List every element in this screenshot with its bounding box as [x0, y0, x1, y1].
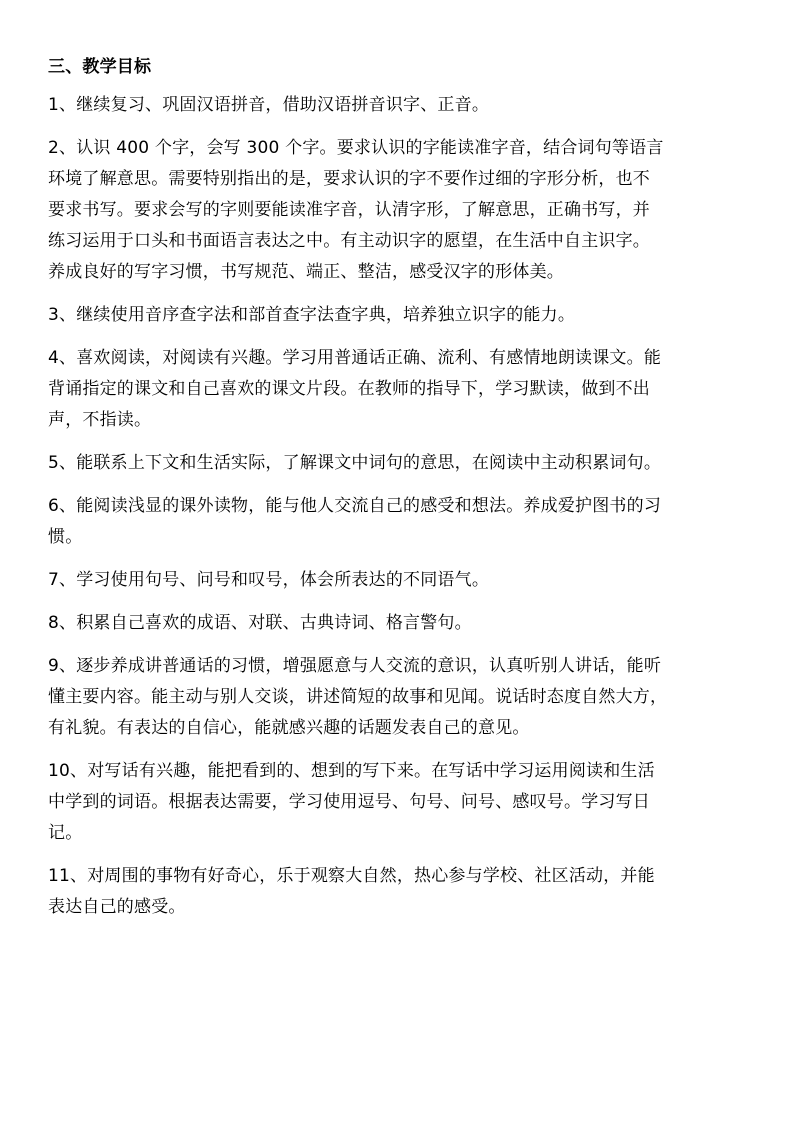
objective-line: 10、对写话有兴趣，能把看到的、想到的写下来。在写话中学习运用阅读和生活: [48, 761, 655, 781]
objective-line: 表达自己的感受。: [48, 897, 186, 917]
objective-line: 养成良好的写字习惯，书写规范、端正、整洁，感受汉字的形体美。: [48, 262, 564, 282]
objective-item-5: [48, 448, 754, 479]
objective-line: 2、认识 400 个字，会写 300 个字。要求认识的字能读准字音，结合词句等语言: [48, 138, 664, 158]
objective-line: 声，不指读。: [48, 410, 152, 430]
objective-item-4: [48, 343, 754, 436]
objective-line: 3、继续使用音序查字法和部首查字法查字典，培养独立识字的能力。: [48, 305, 576, 325]
objective-item-6: [48, 491, 754, 553]
objective-line: 要求书写。要求会写的字则要能读准字音，认清字形，了解意思，正确书写，并: [48, 200, 650, 220]
objective-item-9: [48, 651, 754, 744]
objective-line: 6、能阅读浅显的课外读物，能与他人交流自己的感受和想法。养成爱护图书的习: [48, 496, 662, 516]
objective-item-1: [48, 90, 754, 121]
objective-line: 环境了解意思。需要特别指出的是，要求认识的字不要作过细的字形分析，也不: [48, 169, 650, 189]
section-heading: 三、教学目标: [48, 57, 152, 77]
objective-line: 惯。: [48, 527, 83, 547]
objective-line: 7、学习使用句号、问号和叹号，体会所表达的不同语气。: [48, 570, 490, 590]
objective-line: 9、逐步养成讲普通话的习惯，增强愿意与人交流的意识，认真听别人讲话，能听: [48, 656, 662, 676]
objective-line: 8、积累自己喜欢的成语、对联、古典诗词、格言警句。: [48, 613, 472, 633]
objective-line: 懂主要内容。能主动与别人交谈，讲述简短的故事和见闻。说话时态度自然大方，: [48, 687, 668, 707]
objective-line: 4、喜欢阅读，对阅读有兴趣。学习用普通话正确、流利、有感情地朗读课文。能: [48, 348, 662, 368]
objective-line: 5、能联系上下文和生活实际，了解课文中词句的意思，在阅读中主动积累词句。: [48, 453, 662, 473]
objective-line: 中学到的词语。根据表达需要，学习使用逗号、句号、问号、感叹号。学习写日: [48, 792, 650, 812]
objective-item-10: [48, 756, 754, 849]
objective-item-8: [48, 608, 754, 639]
objective-item-2: [48, 133, 754, 288]
objective-line: 练习运用于口头和书面语言表达之中。有主动识字的愿望，在生活中自主识字。: [48, 231, 650, 251]
objective-line: 11、对周围的事物有好奇心，乐于观察大自然，热心参与学校、社区活动，并能: [48, 866, 655, 886]
objective-line: 有礼貌。有表达的自信心，能就感兴趣的话题发表自己的意见。: [48, 718, 530, 738]
objective-item-7: [48, 565, 754, 596]
objective-line: 1、继续复习、巩固汉语拼音，借助汉语拼音识字、正音。: [48, 95, 490, 115]
objective-line: 背诵指定的课文和自己喜欢的课文片段。在教师的指导下，学习默读，做到不出: [48, 379, 650, 399]
objective-line: 记。: [48, 823, 83, 843]
objective-item-11: [48, 861, 754, 923]
document-page: [48, 56, 754, 939]
objective-item-3: [48, 300, 754, 331]
